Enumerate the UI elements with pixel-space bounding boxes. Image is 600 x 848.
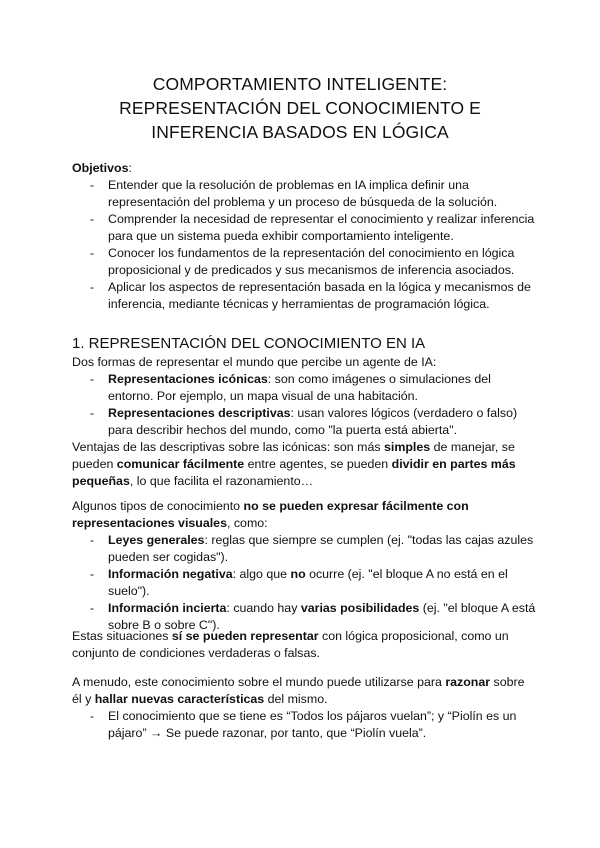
bullet-dash: - — [90, 406, 95, 420]
list-item-line — [108, 371, 528, 388]
list-item-line: Comprender la necesidad de representar el conocimiento y realizar inferencia — [108, 212, 535, 226]
knowledge-types-paragraph — [72, 498, 469, 532]
list-item — [108, 371, 528, 405]
situations-paragraph — [72, 628, 509, 662]
list-item-line: representación del problema y un proceso de búsqueda de la solución. — [108, 195, 498, 209]
bold-term: no — [290, 567, 306, 581]
list-item-line: para describir hechos del mundo, como "la puerta está abierta". — [108, 423, 458, 437]
list-item-line — [108, 405, 528, 422]
text-span: Algunos tipos de conocimiento — [72, 499, 244, 513]
list-item — [108, 245, 528, 279]
text-span: A menudo, este conocimiento sobre el mundo puede utilizarse para — [72, 675, 446, 689]
bold-term: hallar nuevas características — [94, 692, 265, 706]
list-item-line: sobre B o sobre C"). — [108, 618, 220, 632]
paragraph-line — [72, 691, 525, 708]
bold-term: Representaciones descriptivas — [108, 406, 291, 420]
objectives-label-text: Objetivos — [72, 161, 129, 175]
list-item — [108, 211, 535, 245]
bullet-dash: - — [90, 709, 95, 723]
bold-term: sí se pueden representar — [171, 629, 319, 643]
paragraph-line — [72, 628, 509, 645]
list-item-line: inferencia, mediante técnicas y herramientas de programación lógica. — [108, 297, 490, 311]
text-span: del mismo. — [264, 692, 328, 706]
paragraph-line — [72, 515, 469, 532]
paragraph-line — [72, 456, 516, 473]
list-item-line: para que un sistema pueda exhibir comportamiento inteligente. — [108, 229, 454, 243]
bold-term: simples — [384, 440, 431, 454]
text-span: , lo que facilita el razonamiento… — [129, 474, 314, 488]
bullet-dash: - — [90, 567, 95, 581]
bold-term: Leyes generales — [108, 533, 205, 547]
section-heading: 1. REPRESENTACIÓN DEL CONOCIMIENTO EN IA — [72, 335, 426, 352]
paragraph-line — [72, 473, 516, 490]
advantages-paragraph — [72, 439, 516, 490]
text-span: Estas situaciones — [72, 629, 172, 643]
bullet-dash: - — [90, 533, 95, 547]
item-text: ocurre (ej. "el bloque A no está en el — [305, 567, 508, 581]
list-item-line: pájaro” → Se puede razonar, por tanto, que “Piolín vuela”. — [108, 726, 427, 740]
bold-term: comunicar fácilmente — [116, 457, 245, 471]
section-intro: Dos formas de representar el mundo que percibe un agente de IA: — [72, 355, 437, 369]
text-span: pueden — [72, 457, 117, 471]
paragraph-line: conjunto de condiciones verdaderas o falsas. — [72, 646, 320, 660]
bold-term: Información negativa — [108, 567, 233, 581]
list-item-line: Aplicar los aspectos de representación basada en la lógica y mecanismos de — [108, 280, 531, 294]
bullet-dash: - — [90, 178, 95, 192]
item-text: : son como imágenes o simulaciones del — [267, 372, 491, 386]
paragraph-line — [72, 439, 516, 456]
bullet-dash: - — [90, 372, 95, 386]
bullet-dash: - — [90, 246, 95, 260]
bold-term: dividir en partes más — [391, 457, 516, 471]
bullet-dash: - — [90, 280, 95, 294]
list-item — [108, 532, 534, 566]
bold-term: no se pueden expresar fácilmente con — [243, 499, 469, 513]
bold-term: Representaciones icónicas — [108, 372, 268, 386]
list-item — [108, 566, 528, 600]
list-item-line: entorno. Por ejemplo, un mapa visual de una habitación. — [108, 389, 418, 403]
title-line: COMPORTAMIENTO INTELIGENTE: — [152, 74, 448, 94]
item-text: : algo que — [232, 567, 291, 581]
list-item-line: pueden ser cogidas"). — [108, 550, 229, 564]
text-span: , como: — [226, 516, 268, 530]
item-text: (ej. "el bloque A está — [419, 601, 536, 615]
text-span: él y — [72, 692, 95, 706]
objectives-label — [72, 160, 132, 177]
list-item-line: suelo"). — [108, 584, 150, 598]
item-text: : usan valores lógicos (verdadero o falso) — [290, 406, 518, 420]
paragraph-line — [72, 674, 525, 691]
title-line: INFERENCIA BASADOS EN LÓGICA — [151, 122, 449, 142]
paragraph-line — [72, 498, 469, 515]
text-span: Ventajas de las descriptivas sobre las icónicas: son más — [72, 440, 384, 454]
list-item-line: El conocimiento que se tiene es “Todos los pájaros vuelan”; y “Piolín es un — [108, 709, 517, 723]
text-span: entre agentes, se pueden — [244, 457, 392, 471]
text-span: de manejar, se — [430, 440, 515, 454]
list-item — [108, 279, 531, 313]
list-item-line: proposicional y de predicados y sus mecanismos de inferencia asociados. — [108, 263, 515, 277]
document-title — [60, 72, 540, 144]
list-item — [108, 405, 528, 439]
list-item — [108, 177, 528, 211]
bold-term: varias posibilidades — [300, 601, 420, 615]
title-line: REPRESENTACIÓN DEL CONOCIMIENTO E — [119, 98, 481, 118]
item-text: : reglas que siempre se cumplen (ej. "todas las cajas azules — [204, 533, 534, 547]
bold-term: razonar — [445, 675, 491, 689]
bold-term: representaciones visuales — [72, 516, 227, 530]
objectives-colon: : — [128, 161, 132, 175]
item-text: : cuando hay — [226, 601, 301, 615]
reasoning-paragraph — [72, 674, 525, 708]
bold-term: pequeñas — [72, 474, 130, 488]
bullet-dash: - — [90, 212, 95, 226]
list-item-line — [108, 532, 534, 549]
list-item-line — [108, 566, 528, 583]
list-item-line: Conocer los fundamentos de la representación del conocimiento en lógica — [108, 246, 515, 260]
list-item — [108, 708, 528, 742]
bold-term: Información incierta — [108, 601, 227, 615]
list-item-line: Entender que la resolución de problemas en IA implica definir una — [108, 178, 469, 192]
list-item-line — [108, 600, 536, 617]
text-span: sobre — [490, 675, 525, 689]
text-span: con lógica proposicional, como un — [318, 629, 509, 643]
bullet-dash: - — [90, 601, 95, 615]
